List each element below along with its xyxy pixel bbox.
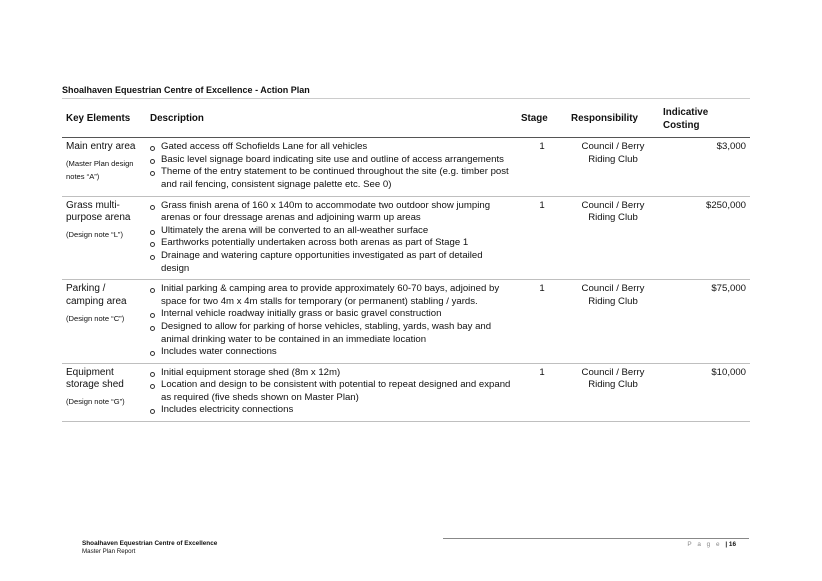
responsibility-cell: Council / Berry Riding Club: [567, 196, 659, 280]
description-cell: [146, 280, 517, 364]
stage-cell: 1: [517, 363, 567, 421]
list-item: Ultimately the arena will be converted to an all-weather surface: [150, 225, 513, 238]
list-item: Initial parking & camping area to provide approximately 60-70 bays, adjoined by space for two 4m x 4m stalls for temporary (or permanent) stabling / yards.: [150, 283, 513, 308]
action-plan-table: [62, 102, 750, 422]
page-title: Shoalhaven Equestrian Centre of Excellence - Action Plan: [62, 85, 310, 95]
key-element-cell: [62, 196, 146, 280]
list-item: Basic level signage board indicating site use and outline of access arrangements: [150, 154, 513, 167]
list-item: Includes water connections: [150, 346, 513, 359]
element-note: (Master Plan design notes “A”): [66, 158, 134, 181]
table-row: [62, 138, 750, 196]
element-name: Parking / camping area: [66, 283, 127, 307]
list-item: Grass finish arena of 160 x 140m to accommodate two outdoor show jumping arenas or four dressage arenas and adjoining warm up areas: [150, 200, 513, 225]
list-item: Initial equipment storage shed (8m x 12m): [150, 367, 513, 380]
title-divider: [62, 98, 750, 99]
description-cell: [146, 196, 517, 280]
list-item: Internal vehicle roadway initially grass or basic gravel construction: [150, 308, 513, 321]
header-description: Description: [146, 102, 517, 138]
key-element-cell: [62, 280, 146, 364]
key-element-cell: [62, 138, 146, 196]
description-cell: [146, 363, 517, 421]
stage-cell: 1: [517, 138, 567, 196]
costing-cell: $75,000: [659, 280, 750, 364]
description-cell: [146, 138, 517, 196]
list-item: Theme of the entry statement to be continued throughout the site (e.g. timber post and rail fencing, consistent signage palette etc. See 0): [150, 166, 513, 191]
table-header-row: [62, 102, 750, 138]
table-row: [62, 363, 750, 421]
table-row: [62, 196, 750, 280]
page-indicator: [687, 541, 736, 548]
header-indicative-costing: Indicative Costing: [659, 102, 750, 138]
responsibility-cell: Council / Berry Riding Club: [567, 138, 659, 196]
element-note: (Design note “L”): [66, 230, 123, 240]
element-name: Equipment storage shed: [66, 366, 124, 391]
list-item: Designed to allow for parking of horse vehicles, stabling, yards, wash bay and animal drinking water to be contained in an immediate location: [150, 321, 513, 346]
stage-cell: 1: [517, 280, 567, 364]
header-stage: Stage: [517, 102, 567, 138]
costing-cell: $10,000: [659, 363, 750, 421]
stage-cell: 1: [517, 196, 567, 280]
element-note: (Design note “G”): [66, 397, 125, 407]
list-item: Drainage and watering capture opportunities investigated as part of detailed design: [150, 250, 513, 275]
footer-document-subtitle: Master Plan Report: [82, 548, 136, 555]
header-key-elements: Key Elements: [62, 102, 146, 138]
element-name: Grass multi-purpose arena: [66, 199, 131, 224]
costing-cell: $250,000: [659, 196, 750, 280]
responsibility-cell: Council / Berry Riding Club: [567, 363, 659, 421]
footer-document-title: Shoalhaven Equestrian Centre of Excellence: [82, 540, 218, 547]
table-row: [62, 280, 750, 364]
page-number: | 16: [725, 541, 736, 548]
list-item: Location and design to be consistent with potential to repeat designed and expand as required (five sheds shown on Master Plan): [150, 379, 513, 404]
list-item: Gated access off Schofields Lane for all vehicles: [150, 141, 513, 154]
page-label: P a g e: [687, 541, 722, 548]
element-note: (Design note “C”): [66, 313, 125, 323]
list-item: Includes electricity connections: [150, 404, 513, 417]
key-element-cell: [62, 363, 146, 421]
element-name: Main entry area: [66, 141, 136, 153]
costing-cell: $3,000: [659, 138, 750, 196]
header-responsibility: Responsibility: [567, 102, 659, 138]
responsibility-cell: Council / Berry Riding Club: [567, 280, 659, 364]
list-item: Earthworks potentially undertaken across both arenas as part of Stage 1: [150, 237, 513, 250]
footer-divider: [443, 538, 749, 539]
